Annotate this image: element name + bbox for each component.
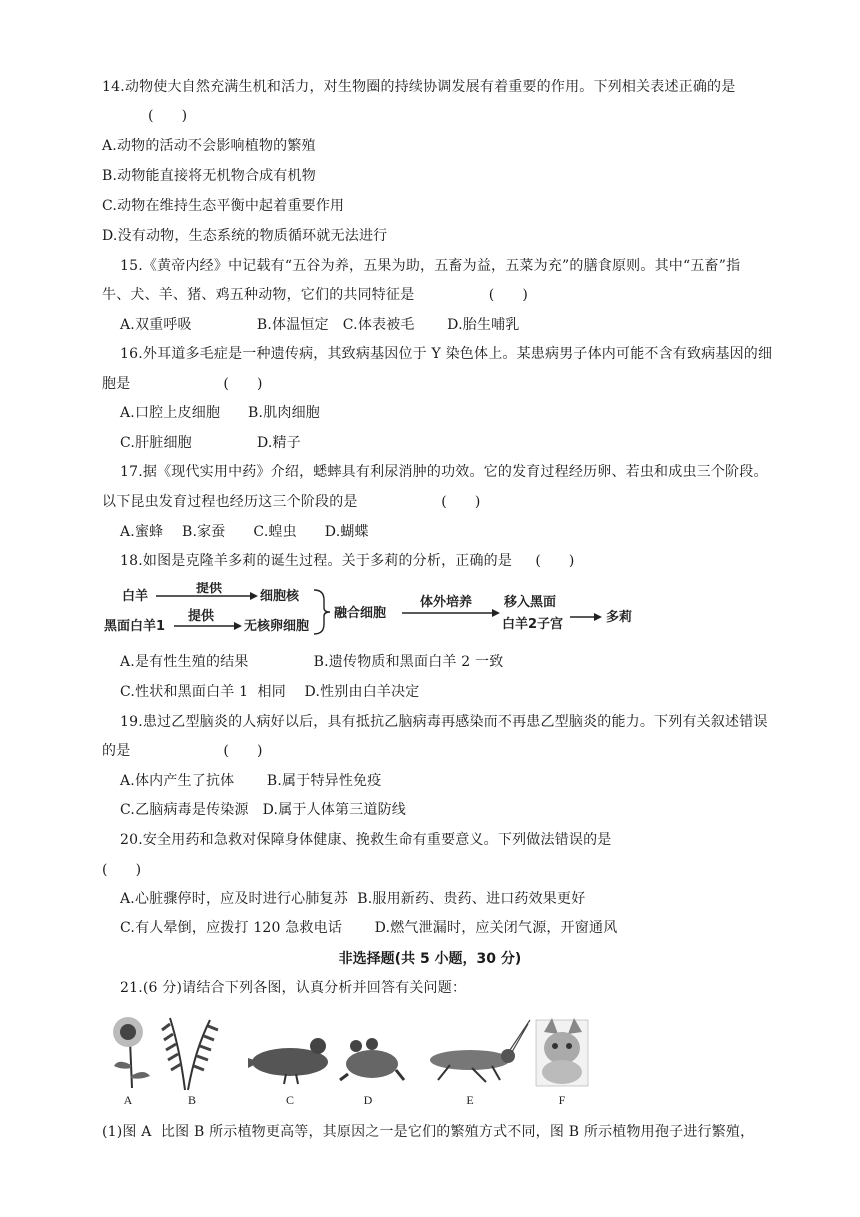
diagram-black-faced-sheep-1: 黑面白羊1 (104, 619, 166, 634)
cloning-diagram (100, 582, 660, 642)
pigeon-picture (248, 1038, 328, 1107)
diagram-arrowhead (234, 622, 242, 630)
q21-stem: 21.(6 分)请结合下列各图，认真分析并回答有关问题： (120, 980, 467, 996)
diagram-brace (314, 590, 330, 634)
diagram-arrowhead (492, 609, 500, 617)
label-a: A (123, 1093, 133, 1107)
sunflower-picture (113, 1017, 150, 1107)
diagram-fused-cell: 融合细胞 (334, 606, 387, 621)
q18-stem: 18.如图是克隆羊多莉的诞生过程。关于多莉的分析，正确的是 ( ) (120, 553, 575, 569)
label-c: C (285, 1093, 295, 1107)
q18-options-cd: C.性状和黑面白羊 1 相同 D.性别由白羊决定 (120, 684, 420, 700)
q15-stem: 15.《黄帝内经》中记载有“五谷为养，五果为助，五畜为益，五菜为充”的膳食原则。其中“五畜”指 (120, 258, 741, 274)
diagram-dolly: 多莉 (606, 610, 633, 625)
q15-stem-cont: 牛、犬、羊、猪、鸡五种动物，它们的共同特征是 ( ) (102, 287, 529, 303)
label-b: B (187, 1093, 197, 1107)
q20-answer-bracket: ( ) (102, 862, 142, 878)
diagram-provide-2: 提供 (188, 609, 215, 624)
section-heading: 非选择题(共 5 小题，30 分) (338, 951, 522, 967)
q19-options-cd: C.乙脑病毒是传染源 D.属于人体第三道防线 (120, 802, 406, 818)
q17-stem-cont: 以下昆虫发育过程也经历这三个阶段的是 ( ) (102, 494, 481, 510)
grasshopper-picture (430, 1020, 530, 1107)
diagram-enucleated-egg: 无核卵细胞 (244, 619, 310, 634)
frog-picture (340, 1038, 404, 1107)
label-f: F (558, 1093, 566, 1107)
q19-stem: 19.患过乙型脑炎的人病好以后，具有抵抗乙脑病毒再感染而不再患乙型脑炎的能力。下列有关叙述错误 (120, 714, 768, 730)
q19-stem-cont: 的是 ( ) (102, 743, 263, 759)
q14-answer-bracket: ( ) (148, 108, 188, 124)
diagram-in-vitro: 体外培养 (420, 595, 473, 610)
q20-stem: 20.安全用药和急救对保障身体健康、挽救生命有重要意义。下列做法错误的是 (120, 832, 612, 848)
q19-options-ab: A.体内产生了抗体 B.属于特异性免疫 (120, 773, 382, 789)
q20-options-ab: A.心脏骤停时，应及时进行心肺复苏 B.服用新药、贵药、进口药效果更好 (120, 891, 586, 907)
fern-picture (162, 1018, 218, 1107)
q14-stem: 14.动物使大自然充满生机和活力，对生物圈的持续协调发展有着重要的作用。下列相关表述正确的是 (102, 79, 736, 95)
diagram-arrowhead (594, 613, 602, 621)
diagram-provide-1: 提供 (196, 582, 223, 596)
q16-options-ab: A.口腔上皮细胞 B.肌肉细胞 (120, 405, 320, 421)
q17-options: A.蜜蜂 B.家蚕 C.蝗虫 D.蝴蝶 (120, 524, 369, 540)
label-e: E (466, 1093, 474, 1107)
q20-options-cd: C.有人晕倒，应拨打 120 急救电话 D.燃气泄漏时，应关闭气源，开窗通风 (120, 920, 618, 936)
diagram-transfer-1: 移入黑面 (504, 595, 557, 610)
diagram-cell-nucleus: 细胞核 (260, 589, 300, 604)
cat-picture (536, 1018, 588, 1107)
q14-option-a: A.动物的活动不会影响植物的繁殖 (102, 138, 316, 154)
q15-options: A.双重呼吸 B.体温恒定 C.体表被毛 D.胎生哺乳 (120, 317, 520, 333)
q18-options-ab: A.是有性生殖的结果 B.遗传物质和黑面白羊 2 一致 (120, 654, 504, 670)
diagram-white-sheep: 白羊 (122, 589, 149, 604)
q17-stem: 17.据《现代实用中药》介绍，蟋蟀具有利尿消肿的功效。它的发育过程经历卵、若虫和成虫三个阶段。 (120, 464, 768, 480)
q14-option-b: B.动物能直接将无机物合成有机物 (102, 168, 316, 184)
q14-option-c: C.动物在维持生态平衡中起着重要作用 (102, 198, 345, 214)
q21-subquestion-1: (1)图 A 比图 B 所示植物更高等，其原因之一是它们的繁殖方式不同，图 B 所示植物用孢子进行繁殖， (102, 1124, 755, 1140)
diagram-arrowhead (250, 592, 258, 600)
q16-stem: 16.外耳道多毛症是一种遗传病，其致病基因位于 Y 染色体上。某患病男子体内可能不含有致病基因的细 (120, 346, 773, 362)
label-d: D (363, 1093, 373, 1107)
q21-organism-pictures (100, 1010, 620, 1110)
q14-option-d: D.没有动物，生态系统的物质循环就无法进行 (102, 228, 388, 244)
diagram-transfer-2: 白羊2子宫 (502, 617, 564, 632)
q16-stem-cont: 胞是 ( ) (102, 376, 263, 392)
q16-options-cd: C.肝脏细胞 D.精子 (120, 435, 301, 451)
